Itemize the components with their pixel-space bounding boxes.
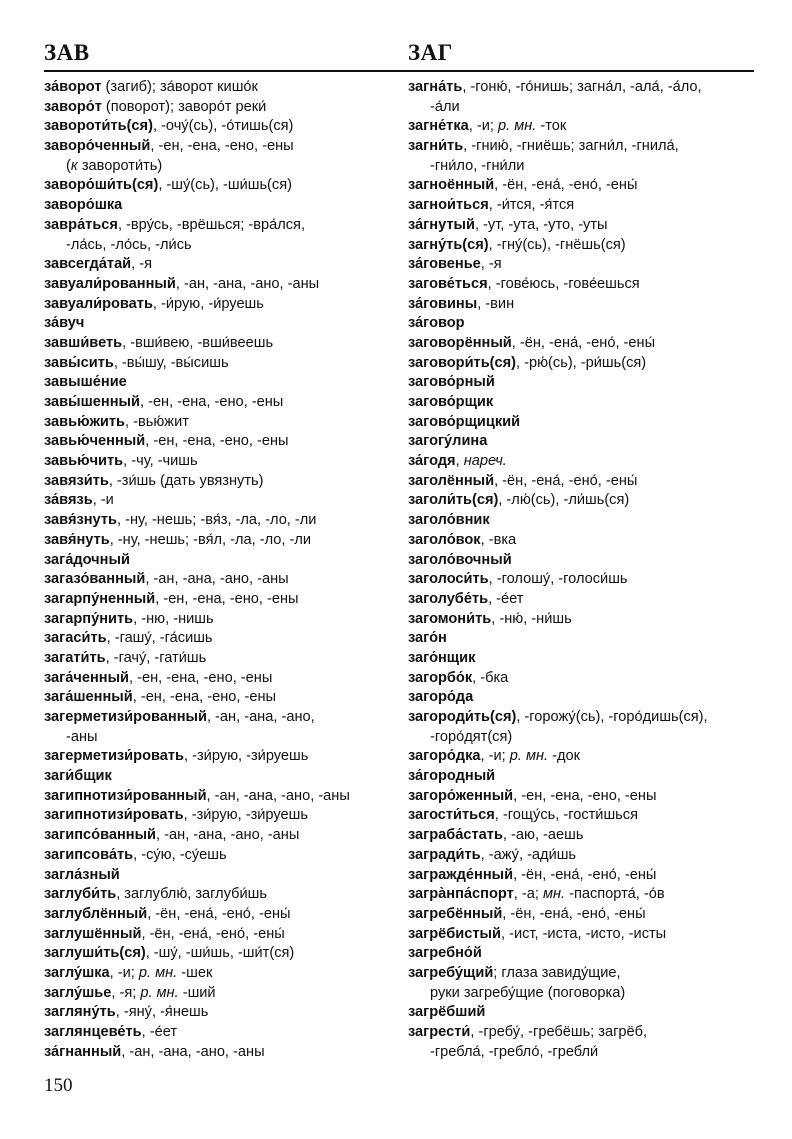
entry-text: -горо́дят(ся) [430,728,513,745]
entry-text: , -вы́шу, -вы́сишь [113,354,229,371]
entry-text: , -гове́юсь, -гове́ешься [487,275,640,292]
entry-text: , -вка [480,531,517,548]
entry-line [408,649,758,669]
entry-line [44,944,396,964]
entry-text: , -шу́, -ши́шь, -ши́т(ся) [145,945,295,962]
headword: за́ворот [44,79,102,95]
entry-line [44,295,396,315]
headword: за́говор [408,315,465,332]
entry-text: , -ен, -ена, -ено, -ены [139,394,284,410]
entry-line [408,787,758,807]
headword: заглянцеве́ть [44,1024,142,1040]
headword: за́вуч [44,315,85,332]
headword: заглу́шка [44,964,110,981]
headword: завра́ться [44,216,118,233]
entry-text: , -ен, -ена, -ено, -ены [150,138,294,155]
running-head-left: ЗАВ [44,40,90,65]
entry-line [44,354,396,374]
headword: заворо́ченный [44,138,151,155]
entry-text: , -ну, -нешь; -вя́з, -ла, -ло, -ли [116,512,317,529]
entry-line [408,196,758,216]
headword: за́гнутый [408,216,475,233]
entry-text: , -ен, -ена, -ено, -ены [129,669,273,686]
entry-line [408,334,758,354]
entry-line [408,747,758,767]
headword: загости́ться [408,807,495,824]
headword: завью́чить [44,453,124,470]
headword: завы́сить [44,354,114,371]
entry-text: , -чу, -чишь [123,453,198,470]
entry-line [44,472,396,492]
entry-text: , -ну, -нешь; -вя́л, -ла, -ло, -ли [109,531,312,548]
headword: завсегда́тай [44,256,132,273]
headword: загати́ть [44,649,106,666]
headword: загазо́ванный [44,571,146,588]
entry-line [408,236,758,256]
entry-text: , -ню, -нишь [133,610,214,627]
entry-text: , -я; [111,984,141,1001]
grammar-label: р. мн. [509,748,549,765]
headword: заголо́вок [408,531,481,548]
entry-text: , -ан, -ана, -ано, -аны [175,275,320,292]
entry-line [44,511,396,531]
entry-line [408,432,758,452]
headword: завя́знуть [44,512,117,529]
headword: завью́жить [44,413,126,430]
headword: завши́веть [44,334,123,351]
entry-text: , -я [131,256,153,273]
entry-line [408,826,758,846]
entry-text: , -ен, -ена, -ено, -ены [155,590,299,607]
headword: заголоси́ть [408,571,489,588]
entry-line [408,354,758,374]
entry-line [408,413,758,433]
headword: заворо́ши́ть(ся) [44,177,159,194]
entry-text: (поворот); заворо́т реки́ [101,98,267,115]
entry-line [44,629,396,649]
entry-line [408,728,758,748]
headword: завыше́ние [44,374,127,391]
entry-line [44,649,396,669]
entry-line [408,393,758,413]
headword: заголённый [408,472,495,489]
headword: загнои́ться [408,197,489,214]
entry-text: , -ут, -ута, -уто, -уты [474,216,608,233]
entry-line [408,551,758,571]
entry-text: , -я [480,256,502,273]
headword: загоро́женный [408,787,514,804]
headword: заги́бщик [44,768,112,785]
headword: загоро́да [408,689,474,706]
left-column [44,78,396,1062]
entry-text: , -и [92,492,114,509]
entry-line [408,78,758,98]
headword: заграба́стать [408,827,503,844]
headword: загипнотизи́ровать [44,807,184,824]
headword: завуали́ровать [44,295,153,312]
entry-line [44,708,396,728]
entry-text: , -ён, -ена́, -ено́, -ены́ [147,905,291,922]
entry-text: , -очу́(сь), -о́тишь(ся) [152,118,294,135]
entry-text: , -ён, -ена́, -ено́, -ены́ [502,905,646,922]
headword: загарпу́ненный [44,590,156,607]
entry-line [408,846,758,866]
entry-line [44,1003,396,1023]
entry-text: -гребла́, -гребло́, -гребли́ [430,1043,599,1060]
entry-text: -шек [177,964,213,981]
headword: за́говенье [408,256,481,273]
headword: завя́нуть [44,531,110,548]
entry-text: , -ён, -ена́, -ено́, -ены́ [513,866,657,883]
page-number: 150 [44,1075,73,1096]
headword: загноённый [408,177,495,194]
entry-line [408,1023,758,1043]
entry-line [44,905,396,925]
entry-line [44,610,396,630]
entry-line [408,629,758,649]
entry-text: , -зи́рую, -зи́руешь [183,807,308,824]
entry-line [44,806,396,826]
headword: загорбо́к [408,669,473,686]
entry-text: , -гребу́, -гребёшь; загрёб, [470,1024,648,1040]
headword: зага́шенный [44,689,133,706]
entry-line [408,531,758,551]
entry-line [44,767,396,787]
entry-text: , -гоню́, -го́нишь; загна́л, -ала́, -а́ло, [462,79,702,95]
entry-line [44,747,396,767]
entry-line [44,925,396,945]
entry-text: , -ан, -ана, -ано, -аны [145,571,289,588]
entry-line [44,964,396,984]
headword: заголи́ть(ся) [408,492,499,509]
headword: за́говины [408,295,478,312]
entry-text: , -горожу́(сь), -горо́дишь(ся), [516,709,708,725]
headword: завуали́рованный [44,275,176,292]
headword: загово́рщик [408,394,494,410]
entry-line [44,255,396,275]
grammar-label: р. мн. [498,118,537,135]
headword: заго́н [408,630,447,647]
headword: загна́ть [408,79,463,95]
entry-text: , -ен, -ена, -ено, -ены [132,689,277,706]
entry-text: , -и; [480,748,510,765]
entry-text: , -вью́жит [125,413,189,430]
entry-line [408,767,758,787]
headword: загни́ть [408,138,464,155]
headword: загла́зный [44,866,120,883]
entry-text: , -гощу́сь, -гости́шься [494,807,638,824]
entry-line [408,314,758,334]
entry-line [408,688,758,708]
entry-line [44,826,396,846]
entry-text: , [455,453,464,470]
entry-line [408,925,758,945]
entry-text: , -ён, -ена́, -ено́, -ены́ [494,472,638,489]
entry-line [408,669,758,689]
headword: заговорённый [408,334,512,351]
entry-line [408,1003,758,1023]
entry-text: -ток [536,118,567,135]
entry-text: , -ён, -ена́, -ено́, -ены́ [494,177,638,194]
entry-text: , -е́ет [141,1024,178,1040]
entry-line [44,984,396,1004]
entry-line [44,373,396,393]
entry-text: , -ист, -иста, -исто, -исты [500,925,667,942]
headword: загра̀нпа́спорт [408,886,514,903]
entry-line [44,236,396,256]
entry-text: , -е́ет [488,590,524,607]
entry-line [408,117,758,137]
headword: заголо́вочный [408,551,512,568]
headword: заглуби́ть [44,886,117,903]
headword: заглублённый [44,905,148,922]
headword: заглу́шье [44,984,112,1001]
headword: загомони́ть [408,610,492,627]
entry-text: , -яну́, -я́нешь [115,1004,209,1021]
entry-line [408,157,758,177]
entry-text: , -лю́(сь), -ли́шь(ся) [498,492,630,509]
entry-line [408,806,758,826]
entry-line [408,255,758,275]
grammar-label: р. мн. [140,984,179,1001]
grammar-label: мн. [542,886,566,903]
headword: заголо́вник [408,512,490,529]
headword: загляну́ть [44,1004,116,1021]
entry-text: , -и; [109,964,139,981]
headword: загребно́й [408,945,482,962]
entry-line [44,334,396,354]
headword: загребённый [408,905,503,922]
headword: загогу́лина [408,433,488,450]
entry-line [44,728,396,748]
entry-text: (загиб); за́ворот кишо́к [101,79,258,95]
entry-text: -паспорта́, -о́в [565,886,665,903]
headword: завью́ченный [44,433,146,450]
entry-text: , -вши́вею, -вши́веешь [122,334,274,351]
headword: загаси́ть [44,630,107,647]
entry-line [44,216,396,236]
headword: заго́нщик [408,649,476,666]
entry-text: -а́ли [430,98,460,115]
entry-line [408,984,758,1004]
entry-line [44,1043,396,1063]
entry-text: , -гнию́, -гниёшь; загни́л, -гнила́, [463,138,679,155]
entry-text: , -ён, -ена́, -ено́, -ены́ [511,334,656,351]
entry-text: ; глаза завиду́щие, [493,964,621,981]
entry-text: , -гну́(сь), -гнёшь(ся) [488,236,626,253]
entry-line [408,590,758,610]
headword: загне́тка [408,118,469,135]
entry-text: , -и; [468,118,498,135]
grammar-label: к [70,157,78,174]
entry-line [44,491,396,511]
entry-text: , -ню́, -ни́шь [491,610,572,627]
headword: загну́ть(ся) [408,236,489,253]
entry-text: , -зи́шь (дать увязнуть) [108,472,264,489]
entry-line [408,216,758,236]
entry-line [44,432,396,452]
running-head-right: ЗАГ [408,40,453,65]
entry-line [408,98,758,118]
headword: загрёбистый [408,925,501,942]
entry-text: , -ен, -ена, -ено, -ены [145,433,289,450]
headword: завороти́ть(ся) [44,118,153,135]
entry-line [408,511,758,531]
headword: загово́рный [408,374,495,391]
entry-text: -ший [178,984,216,1001]
headword: загарпу́нить [44,610,134,627]
entry-line [408,137,758,157]
entry-line [44,787,396,807]
entry-line [44,393,396,413]
headword: загради́ть [408,846,481,863]
entry-line [44,866,396,886]
headword: загрёбший [408,1004,486,1021]
headword: загребу́щий [408,964,494,981]
entry-text: -гни́ло, -гни́ли [430,157,525,174]
entry-text: , -ён, -ена́, -ено́, -ены́ [141,925,285,942]
headword: зага́ченный [44,669,130,686]
entry-text: , -ан, -ана, -ано, -аны [156,827,300,844]
entry-line [44,1023,396,1043]
headword: загово́рщицкий [408,413,521,430]
headword: загерметизи́рованный [44,709,207,725]
headword: за́городный [408,768,496,785]
entry-line [44,688,396,708]
headword: заворо́т [44,98,102,115]
headword: заворо́шка [44,197,123,214]
entry-text: , -и́рую, -и́руешь [152,295,264,312]
headword: заголубе́ть [408,590,489,607]
headword: загражде́нный [408,866,514,883]
entry-line [408,944,758,964]
headword: загипсо́ванный [44,827,157,844]
entry-line [408,1043,758,1063]
headword: зага́дочный [44,551,130,568]
entry-line [44,157,396,177]
headword: загоро́дка [408,748,481,765]
entry-text: , -ен, -ена, -ено, -ены [513,787,657,804]
entry-text: завороти́ть) [77,157,163,174]
headword: загове́ться [408,275,488,292]
entry-line [44,176,396,196]
entry-text: -док [548,748,580,765]
entry-text: ( [66,157,71,174]
entry-text: -аны [66,728,98,745]
entry-line [44,570,396,590]
grammar-label: р. мн. [138,964,178,981]
entry-line [408,570,758,590]
entry-text: , -бка [472,669,509,686]
entry-line [408,491,758,511]
entry-text: , -ан, -ана, -ано, -аны [206,787,350,804]
headword: загороди́ть(ся) [408,709,517,725]
entry-line [408,905,758,925]
entry-line [408,176,758,196]
headword: завязи́ть [44,472,109,489]
entry-text: , -и́тся, -я́тся [488,197,575,214]
entry-line [44,314,396,334]
headword: за́годя [408,453,456,470]
headword: заговори́ть(ся) [408,354,517,371]
grammar-label: нареч. [463,453,507,470]
entry-text: , -ан, -ана, -ано, -аны [121,1043,265,1060]
entry-text: , -вин [477,295,515,312]
headword: загрести́ [408,1024,471,1040]
entry-text: , -шу́(сь), -ши́шь(ся) [158,177,292,194]
entry-text: -ла́сь, -ло́сь, -ли́сь [66,236,192,253]
entry-line [44,551,396,571]
entry-line [408,866,758,886]
entry-text: , -вру́сь, -врёшься; -вра́лся, [117,216,305,233]
entry-line [44,117,396,137]
entry-line [408,295,758,315]
headword: загипсова́ть [44,846,134,863]
headword: завы́шенный [44,394,140,410]
entry-line [44,452,396,472]
entry-line [408,964,758,984]
entry-line [44,531,396,551]
entry-line [44,413,396,433]
entry-line [44,78,396,98]
entry-text: , -а; [513,886,543,903]
entry-text: , -аю, -аешь [502,827,584,844]
entry-line [408,275,758,295]
entry-text: , -гачу́, -гати́шь [105,649,207,666]
right-column [408,78,758,1062]
headword: заглушённый [44,925,142,942]
entry-line [408,610,758,630]
entry-text: , -зи́рую, -зи́руешь [184,748,309,765]
entry-text: , -ан, -ана, -ано, [206,709,315,725]
headword: загерметизи́ровать [44,748,185,765]
entry-line [44,846,396,866]
entry-text: , -су́ю, -су́ешь [133,846,227,863]
entry-line [44,275,396,295]
headword: заглуши́ть(ся) [44,945,146,962]
entry-line [44,590,396,610]
entry-line [408,885,758,905]
entry-line [44,885,396,905]
entry-line [408,452,758,472]
entry-text: , -гашу́, -га́сишь [106,630,213,647]
entry-line [408,472,758,492]
header-rule [44,70,754,72]
headword: за́вязь [44,492,93,509]
entry-line [44,196,396,216]
entry-text: , заглублю́, заглуби́шь [116,886,267,903]
entry-line [44,669,396,689]
entry-line [44,137,396,157]
entry-text: , -голошу́, -голоси́шь [488,571,628,588]
entry-text: , -ажу́, -ади́шь [480,846,577,863]
entry-line [408,373,758,393]
headword: за́гнанный [44,1043,122,1060]
entry-text: , -рю́(сь), -ри́шь(ся) [516,354,647,371]
headword: загипнотизи́рованный [44,787,207,804]
entry-text: руки загребу́щие (поговорка) [430,984,626,1001]
entry-line [44,98,396,118]
entry-line [408,708,758,728]
